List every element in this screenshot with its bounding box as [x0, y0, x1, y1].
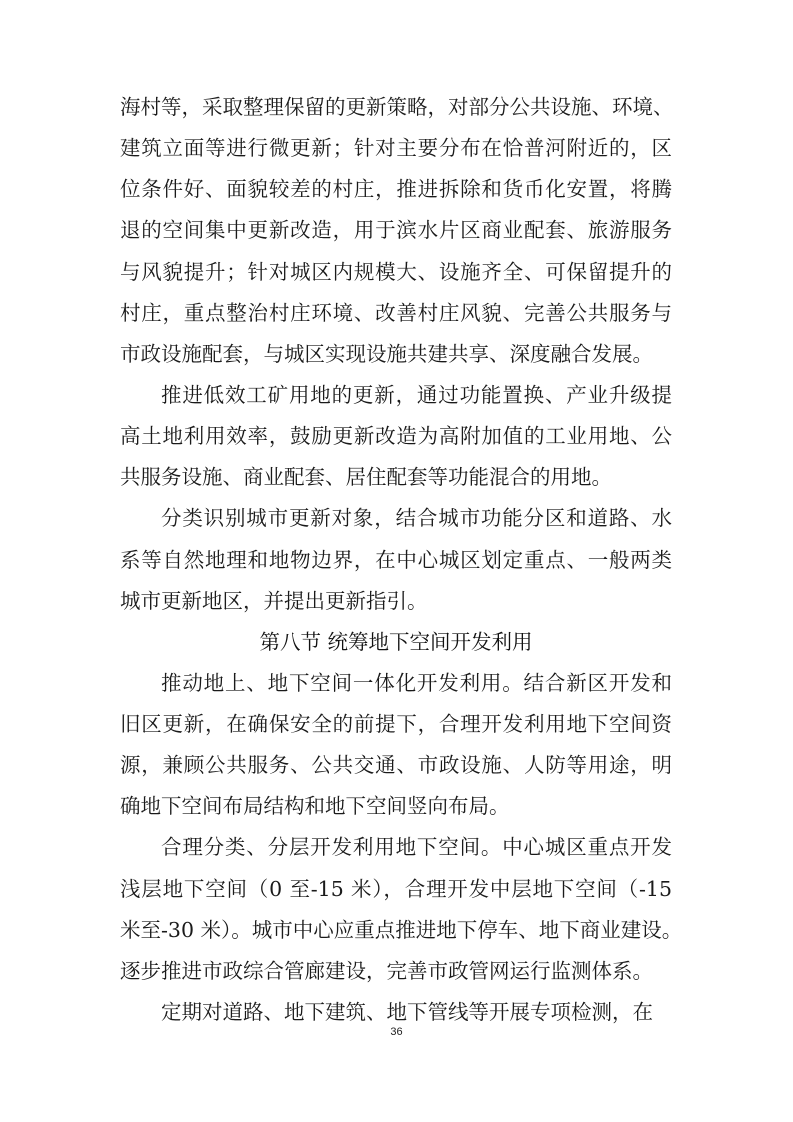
paragraph-line: 市政设施配套，与城区实现设施共建共享、深度融合发展。 [120, 342, 653, 366]
paragraph-line: 源，兼顾公共服务、公共交通、市政设施、人防等用途，明 [120, 753, 672, 777]
paragraph-line: 退的空间集中更新改造，用于滨水片区商业配套、旅游服务 [120, 218, 672, 242]
paragraph-line: 高土地利用效率，鼓励更新改造为高附加值的工业用地、公 [120, 424, 672, 448]
paragraph-line: 旧区更新，在确保安全的前提下，合理开发利用地下空间资 [120, 712, 672, 736]
paragraph-line: 共服务设施、商业配套、居住配套等功能混合的用地。 [120, 465, 612, 489]
section-heading: 第八节 统筹地下空间开发利用 [259, 630, 533, 654]
paragraph-line: 建筑立面等进行微更新；针对主要分布在恰普河附近的，区 [120, 136, 672, 160]
paragraph-line: 位条件好、面貌较差的村庄，推进拆除和货币化安置，将腾 [120, 177, 672, 201]
paragraph-line: 合理分类、分层开发利用地下空间。中心城区重点开发 [161, 835, 672, 859]
paragraph-line: 定期对道路、地下建筑、地下管线等开展专项检测，在 [161, 1000, 653, 1024]
paragraph-line: 分类识别城市更新对象，结合城市功能分区和道路、水 [161, 506, 672, 530]
paragraph-line: 城市更新地区，并提出更新指引。 [120, 589, 428, 613]
paragraph-line: 确地下空间布局结构和地下空间竖向布局。 [120, 794, 510, 818]
paragraph-line: 米至-30 米）。城市中心应重点推进地下停车、地下商业建设。 [120, 918, 683, 942]
paragraph-line: 海村等，采取整理保留的更新策略，对部分公共设施、环境、 [120, 95, 674, 119]
paragraph-line: 逐步推进市政综合管廊建设，完善市政管网运行监测体系。 [120, 959, 653, 983]
paragraph-line: 系等自然地理和地物边界，在中心城区划定重点、一般两类 [120, 548, 672, 572]
paragraph-line: 浅层地下空间（0 至-15 米），合理开发中层地下空间（-15 [120, 877, 672, 901]
paragraph-line: 村庄，重点整治村庄环境、改善村庄风貌、完善公共服务与 [120, 301, 672, 325]
page-number: 36 [390, 1026, 403, 1038]
paragraph-line: 推动地上、地下空间一体化开发利用。结合新区开发和 [161, 671, 672, 695]
paragraph-line: 推进低效工矿用地的更新，通过功能置换、产业升级提 [161, 383, 672, 407]
paragraph-line: 与风貌提升；针对城区内规模大、设施齐全、可保留提升的 [120, 260, 672, 284]
